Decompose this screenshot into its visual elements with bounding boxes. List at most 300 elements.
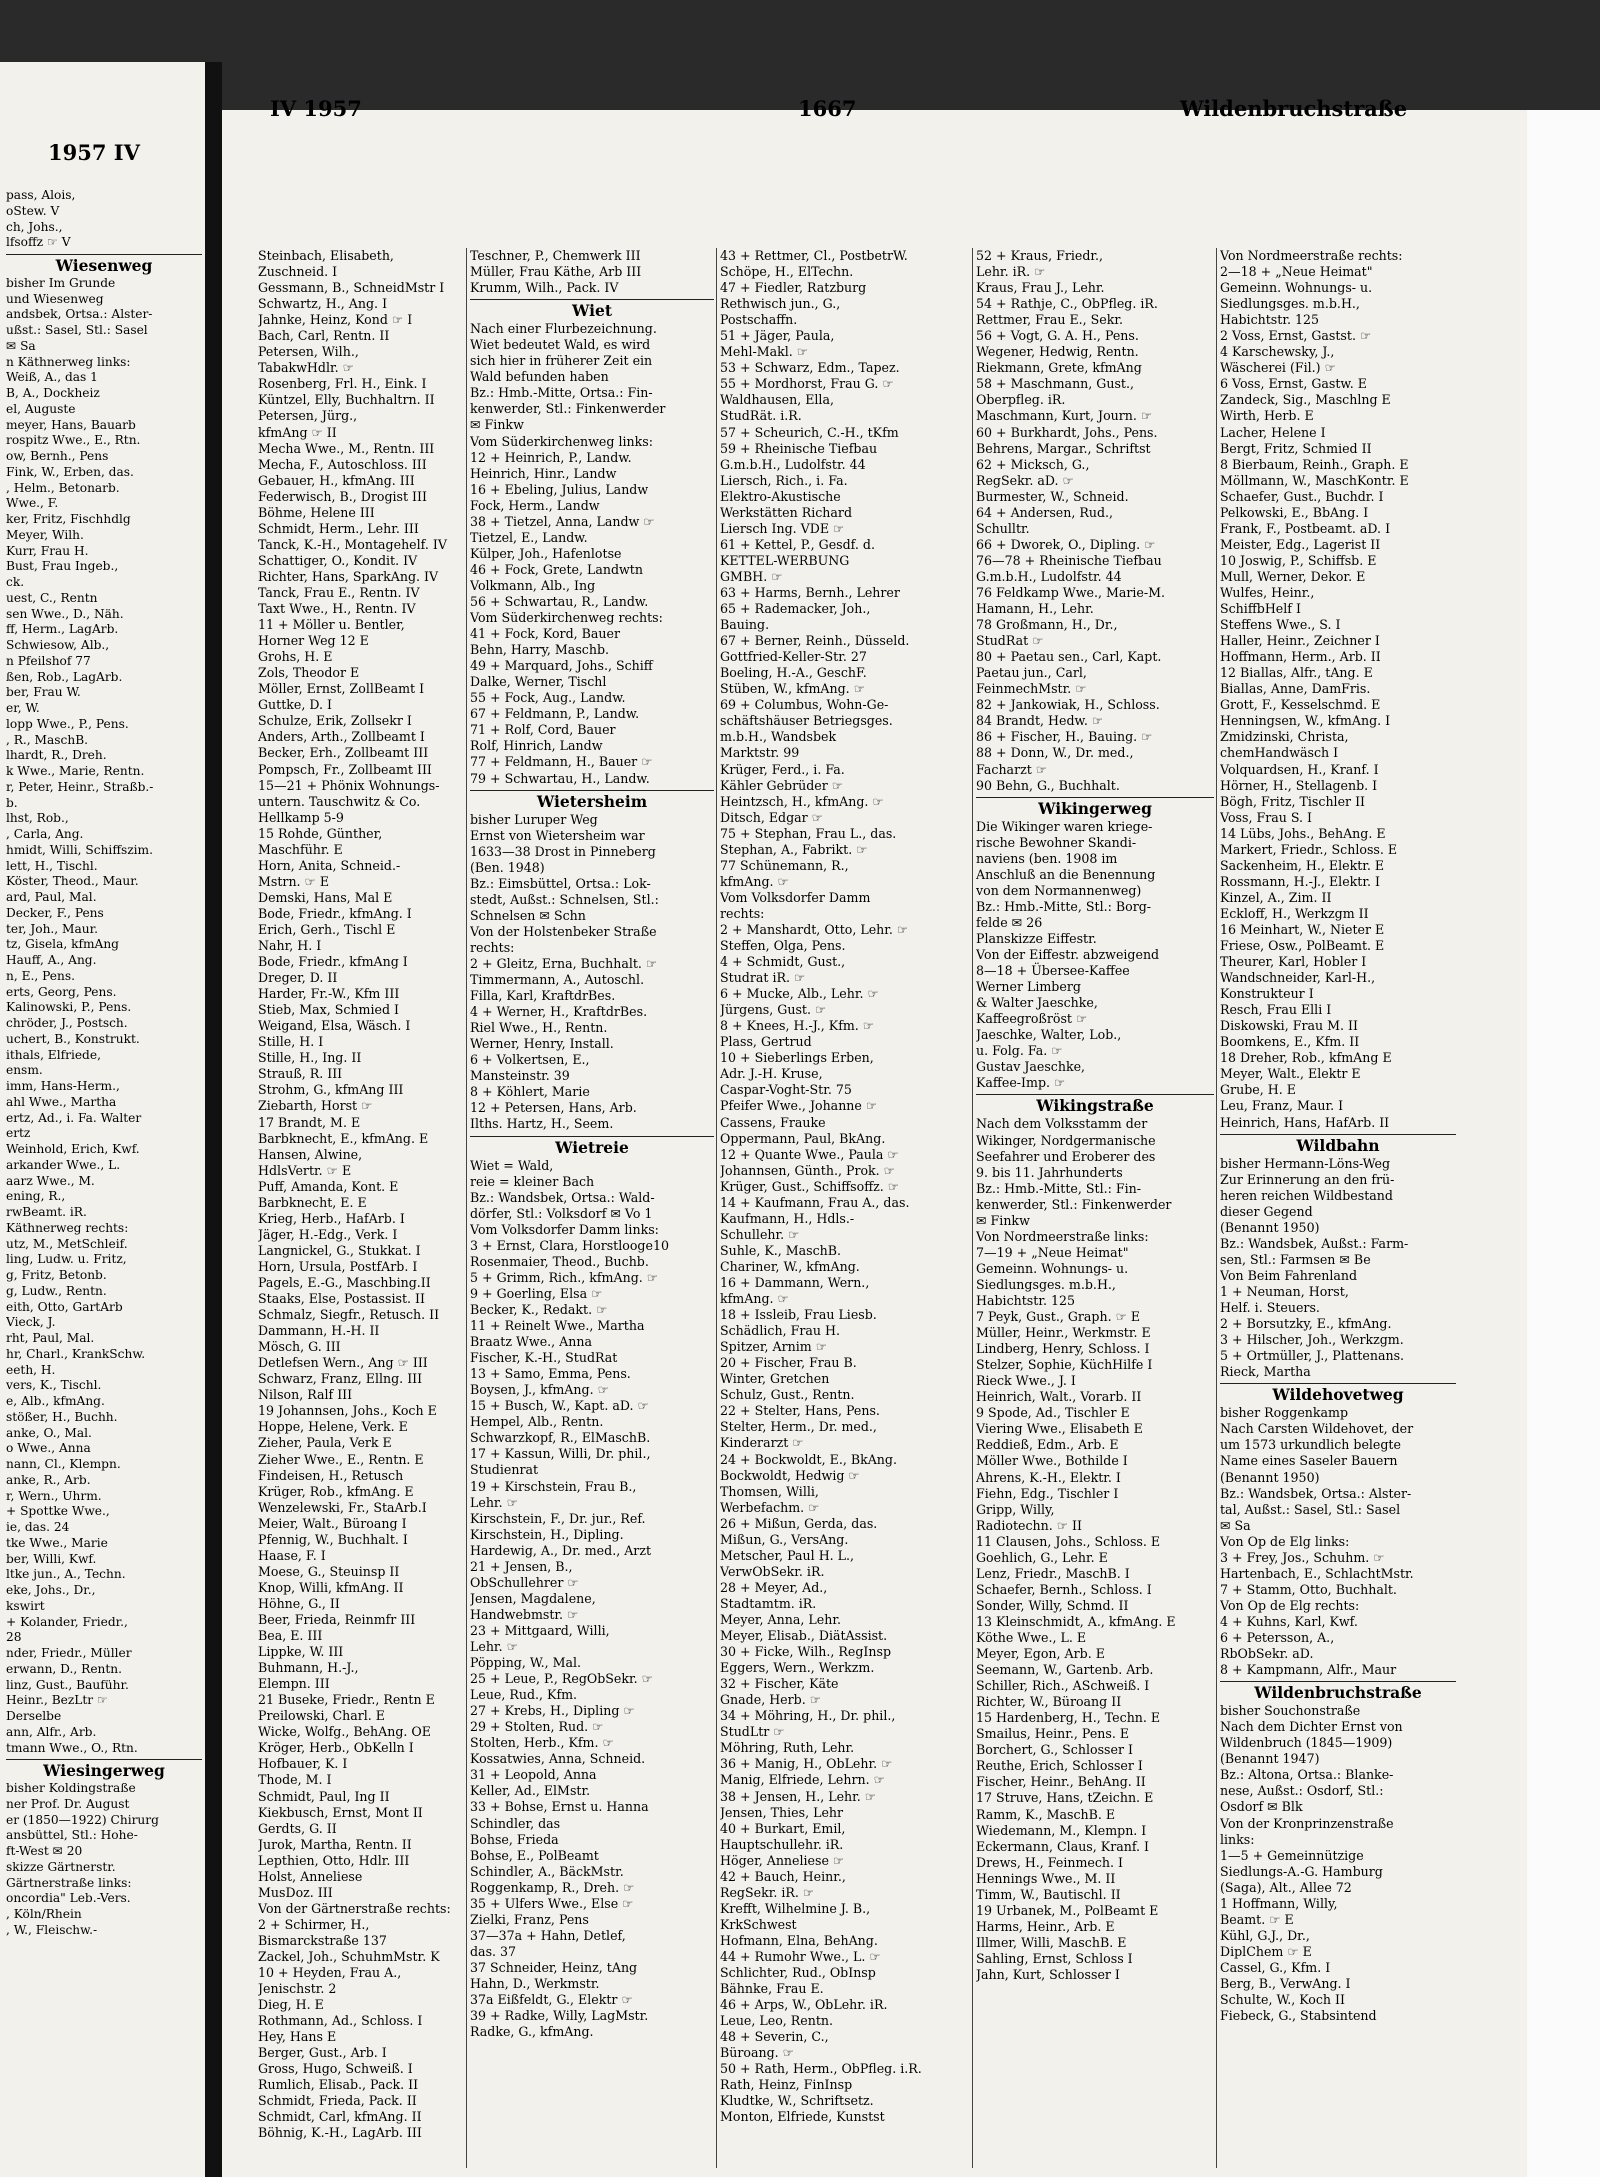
directory-entry: Mösch, G. III — [258, 1339, 341, 1355]
page-edge — [1527, 110, 1600, 2177]
directory-entry: 30 + Ficke, Wilh., RegInsp — [720, 1644, 891, 1660]
directory-entry: Jaeschke, Walter, Lob., — [976, 1027, 1122, 1043]
directory-entry: Hahn, D., Werkmstr. — [470, 1975, 600, 1991]
directory-entry: 8 + Knees, H.-J., Kfm. ☞ — [720, 1018, 875, 1034]
directory-entry: Lippke, W. III — [258, 1644, 344, 1660]
directory-entry: Böhnig, K.-H., LagArb. III — [258, 2125, 422, 2141]
directory-entry: Zuschneid. I — [258, 264, 338, 280]
directory-entry: 7 Peyk, Gust., Graph. ☞ E — [976, 1309, 1141, 1325]
directory-entry: Tanck, Frau E., Rentn. IV — [258, 584, 420, 600]
directory-entry: Postschaffn. — [720, 312, 798, 328]
directory-entry: Schöpe, H., ElTechn. — [720, 264, 854, 280]
directory-entry: 7—19 + „Neue Heimat" — [976, 1244, 1129, 1260]
directory-entry: Kühl, G.J., Dr., — [1220, 1927, 1310, 1943]
directory-entry: Wenzelewski, Fr., StaArb.I — [258, 1499, 427, 1515]
directory-entry: Kinzel, A., Zim. II — [1220, 889, 1332, 905]
directory-entry: Eggers, Wern., Werkzm. — [720, 1660, 875, 1676]
directory-entry: Nahr, H. I — [258, 938, 322, 954]
directory-entry: Fink, W., Erben, das. — [6, 464, 134, 479]
directory-entry: Pöpping, W., Mal. — [470, 1655, 582, 1671]
directory-entry: , Carla, Ang. — [6, 827, 84, 841]
directory-entry: Richter, Hans, SparkAng. IV — [258, 568, 439, 584]
directory-entry: 1 + Neuman, Horst, — [1220, 1284, 1349, 1299]
directory-entry: Radiotechn. ☞ II — [976, 1517, 1082, 1533]
directory-entry: Gärtnerstraße links: — [6, 1875, 132, 1890]
directory-entry: Werner, Henry, Install. — [470, 1036, 614, 1052]
directory-entry: Liersch Ing. VDE ☞ — [720, 520, 845, 536]
directory-entry: Schmidt, Herm., Lehr. III — [258, 520, 419, 536]
directory-entry: Weigand, Elsa, Wäsch. I — [258, 1018, 411, 1034]
directory-entry: 84 Brandt, Hedw. ☞ — [976, 713, 1104, 729]
directory-entry: 18 + Issleib, Frau Liesb. — [720, 1307, 877, 1323]
directory-entry: sen, Stl.: Farmsen ✉ Be — [1220, 1251, 1371, 1267]
directory-entry: Nach Carsten Wildehovet, der — [1220, 1421, 1414, 1437]
directory-entry: 67 + Feldmann, P., Landw. — [470, 706, 640, 722]
directory-entry: 8—18 + Übersee-Kaffee — [976, 963, 1130, 979]
directory-entry: Timmermann, A., Autoschl. — [470, 972, 645, 988]
directory-entry: Berger, Gust., Arb. I — [258, 2045, 387, 2061]
directory-entry: Cassens, Frauke — [720, 1114, 826, 1130]
street-heading: Wiesenweg — [55, 256, 153, 275]
book-gutter — [205, 62, 222, 2177]
directory-entry: Gemeinn. Wohnungs- u. — [976, 1260, 1129, 1276]
directory-entry: Hörner, H., Stellagenb. I — [1220, 777, 1378, 793]
directory-entry: Behrens, Margar., Schriftst — [976, 440, 1151, 456]
directory-entry: Horn, Anita, Schneid.- — [258, 857, 401, 873]
directory-entry: dieser Gegend — [1220, 1203, 1313, 1219]
directory-entry: 48 + Severin, C., — [720, 2029, 829, 2045]
directory-entry: Kähler Gebrüder ☞ — [720, 777, 844, 793]
directory-entry: Werner Limberg — [976, 979, 1081, 995]
directory-entry: Wandschneider, Karl-H., — [1220, 970, 1376, 986]
directory-entry: Kiekbusch, Ernst, Mont II — [258, 1804, 423, 1820]
directory-entry: Habichtstr. 125 — [976, 1293, 1076, 1308]
directory-entry: Gripp, Willy, — [976, 1501, 1055, 1517]
directory-entry: eeth, H. — [6, 1362, 56, 1377]
directory-entry: Kirschstein, F., Dr. jur., Ref. — [470, 1510, 646, 1526]
directory-entry: n Pfeilshof 77 — [6, 653, 91, 668]
directory-entry: reie = kleiner Bach — [470, 1173, 595, 1189]
street-heading: Wietersheim — [536, 791, 648, 811]
directory-entry: Adr. J.-H. Kruse, — [720, 1066, 823, 1082]
directory-entry: Stadtamtm. iR. — [720, 1595, 817, 1611]
directory-entry: 69 + Columbus, Wohn-Ge- — [720, 697, 889, 713]
directory-entry: ✉ Finkw — [470, 417, 524, 433]
directory-entry: (Benannt 1950) — [1220, 1219, 1320, 1235]
directory-entry: 20 + Fischer, Frau B. — [720, 1355, 857, 1371]
directory-entry: Rieck, Martha — [1220, 1364, 1311, 1380]
directory-entry: Hey, Hans E — [258, 2029, 337, 2045]
directory-entry: Wwe., F. — [6, 496, 59, 511]
directory-entry: Vieck, J. — [6, 1315, 56, 1330]
directory-entry: Plass, Gertrud — [720, 1034, 812, 1050]
directory-entry: rische Bewohner Skandi- — [976, 834, 1137, 850]
directory-entry: Ernst von Wietersheim war — [470, 827, 645, 843]
directory-entry: Bz.: Wandsbek, Ortsa.: Wald- — [470, 1189, 655, 1205]
directory-entry: Lepthien, Otto, Hdlr. III — [258, 1852, 410, 1868]
directory-entry: Gottfried-Keller-Str. 27 — [720, 649, 867, 665]
directory-entry: 56 + Schwartau, R., Landw. — [470, 593, 649, 609]
directory-entry: Biallas, Anne, DamFris. — [1220, 681, 1371, 697]
directory-entry: Hempel, Alb., Rentn. — [470, 1414, 604, 1430]
directory-entry: Teschner, P., Chemwerk III — [470, 248, 641, 263]
directory-entry: 46 + Arps, W., ObLehr. iR. — [720, 1997, 888, 2013]
directory-entry: uest, C., Rentn — [6, 590, 98, 605]
directory-entry: 61 + Kettel, P., Gesdf. d. — [720, 536, 875, 552]
directory-entry: Strohm, G., kfmAng III — [258, 1082, 404, 1098]
directory-entry: Riekmann, Grete, kfmAng — [976, 360, 1142, 376]
directory-entry: FeinmechMstr. ☞ — [976, 681, 1087, 697]
directory-entry: 16 + Ebeling, Julius, Landw — [470, 481, 649, 497]
directory-entry: Illmer, Willi, MaschB. E — [976, 1934, 1127, 1950]
directory-entry: untern. Tauschwitz & Co. — [258, 793, 421, 809]
directory-entry: Ditsch, Edgar ☞ — [720, 809, 823, 825]
directory-entry: 11 Clausen, Johs., Schloss. E — [976, 1533, 1161, 1549]
directory-entry: 3 + Frey, Jos., Schuhm. ☞ — [1220, 1549, 1385, 1565]
rule — [1220, 1383, 1456, 1384]
directory-entry: Siedlungsges. m.b.H., — [1220, 296, 1360, 312]
directory-entry: Meyer, Anna, Lehr. — [720, 1611, 841, 1627]
directory-entry: 19 Johannsen, Johs., Koch E — [258, 1403, 437, 1419]
directory-entry: Hardewig, A., Dr. med., Arzt — [470, 1542, 652, 1558]
directory-entry: StudRät. i.R. — [720, 408, 802, 424]
directory-entry: Elempn. III — [258, 1676, 330, 1692]
directory-entry: Suhle, K., MaschB. — [720, 1242, 842, 1258]
directory-entry: 4 Karschewsky, J., — [1220, 344, 1335, 360]
directory-entry: Detlefsen Wern., Ang ☞ III — [258, 1355, 428, 1371]
directory-entry: 18 Dreher, Rob., kfmAng E — [1220, 1050, 1392, 1066]
directory-entry: 32 + Fischer, Käte — [720, 1676, 839, 1692]
directory-entry: Steffens Wwe., S. I — [1220, 617, 1341, 633]
street-heading: Wildbahn — [1296, 1135, 1380, 1155]
directory-entry: Ilths. Hartz, H., Seem. — [470, 1116, 614, 1132]
directory-entry: Haase, F. I — [258, 1547, 326, 1563]
directory-entry: Hofbauer, K. I — [258, 1756, 348, 1772]
directory-entry: Rothmann, Ad., Schloss. I — [258, 2013, 423, 2029]
directory-entry: links: — [1220, 1831, 1255, 1847]
directory-entry: el, Auguste — [6, 401, 76, 416]
directory-entry: Nach dem Volksstamm der — [976, 1116, 1148, 1132]
directory-entry: Schmidt, Paul, Ing II — [258, 1788, 390, 1804]
directory-entry: erwann, D., Rentn. — [6, 1661, 123, 1676]
directory-entry: 3 + Ernst, Clara, Horstlooge10 — [470, 1237, 669, 1253]
directory-entry: Schmidt, Frieda, Pack. II — [258, 2093, 417, 2109]
directory-entry: Boomkens, E., Kfm. II — [1220, 1034, 1360, 1050]
directory-entry: Wiedemann, M., Klempn. I — [976, 1822, 1147, 1838]
left-page-column — [6, 188, 202, 2168]
directory-entry: eith, Otto, GartArb — [6, 1299, 123, 1314]
directory-entry: Elektro-Akustische — [720, 488, 841, 504]
directory-entry: 13 + Samo, Emma, Pens. — [470, 1366, 631, 1382]
directory-entry: 80 + Paetau sen., Carl, Kapt. — [976, 649, 1162, 665]
directory-entry: 14 + Kaufmann, Frau A., das. — [720, 1194, 910, 1210]
directory-entry: tal, Außst.: Sasel, Stl.: Sasel — [1220, 1501, 1401, 1517]
directory-entry: Dalke, Werner, Tischl — [470, 674, 607, 690]
directory-entry: e, Alb., kfmAng. — [6, 1394, 105, 1408]
directory-entry: 17 Struve, Hans, tZeichn. E — [976, 1790, 1154, 1806]
directory-entry: ber, Willi, Kwf. — [6, 1551, 97, 1566]
directory-entry: Rethwisch jun., G., — [720, 296, 841, 312]
directory-entry: 12 + Petersen, Hans, Arb. — [470, 1100, 637, 1116]
directory-entry: Fiehn, Edg., Tischler I — [976, 1485, 1119, 1501]
directory-entry: 9. bis 11. Jahrhunderts — [976, 1164, 1123, 1180]
directory-entry: Vom Volksdorfer Damm links: — [470, 1221, 659, 1237]
directory-entry: Vom Süderkirchenweg links: — [470, 433, 653, 449]
directory-entry: Wildenbruch (1845—1909) — [1220, 1735, 1393, 1751]
directory-entry: Federwisch, B., Drogist III — [258, 488, 427, 504]
directory-entry: 77 Schünemann, R., — [720, 857, 849, 873]
directory-entry: Bohse, Frieda — [470, 1831, 559, 1847]
directory-entry: ening, R., — [6, 1189, 66, 1204]
directory-entry: stedt, Außst.: Schnelsen, Stl.: — [470, 891, 659, 907]
directory-entry: er (1850—1922) Chirurg — [6, 1812, 159, 1827]
directory-entry: Pelkowski, E., BbAng. I — [1220, 504, 1369, 520]
directory-entry: oStew. V — [6, 203, 60, 218]
directory-entry: kfmAng. ☞ — [720, 873, 789, 889]
directory-entry: Wäscherei (Fil.) ☞ — [1220, 360, 1336, 376]
left-running-head: 1957 IV — [48, 140, 140, 165]
directory-entry: Rossmann, H.-J., Elektr. I — [1220, 873, 1380, 889]
directory-entry: Roggenkamp, R., Dreh. ☞ — [470, 1879, 635, 1895]
directory-entry: uchert, B., Konstrukt. — [6, 1031, 140, 1046]
directory-entry: stößer, H., Buchh. — [6, 1409, 118, 1424]
directory-entry: 10 + Sieberlings Erben, — [720, 1050, 874, 1066]
directory-entry: Schindler, das — [470, 1815, 561, 1831]
directory-entry: Zackel, Joh., SchuhmMstr. K — [258, 1948, 440, 1964]
directory-entry: Die Wikinger waren kriege- — [976, 818, 1153, 834]
directory-entry: StudLtr ☞ — [720, 1724, 785, 1740]
directory-entry: 13 Kleinschmidt, A., kfmAng. E — [976, 1613, 1176, 1629]
directory-entry: Findeisen, H., Retusch — [258, 1467, 404, 1483]
directory-entry: felde ✉ 26 — [976, 914, 1043, 930]
rule — [976, 1094, 1214, 1095]
directory-entry: Hellkamp 5-9 — [258, 809, 344, 825]
directory-entry: Bach, Carl, Rentn. II — [258, 328, 390, 344]
directory-entry: ber, Frau W. — [6, 685, 81, 700]
column-rule — [716, 248, 717, 2168]
directory-entry: Kröger, Herb., ObKelln I — [258, 1740, 414, 1756]
directory-entry: Boysen, J., kfmAng. ☞ — [470, 1382, 609, 1398]
directory-entry: Steffen, Olga, Pens. — [720, 938, 846, 954]
directory-entry: Bockwoldt, Hedwig ☞ — [720, 1467, 860, 1483]
directory-entry: Zielki, Franz, Pens — [470, 1911, 589, 1927]
directory-entry: 4 + Schmidt, Gust., — [720, 954, 846, 970]
rule — [470, 1136, 714, 1137]
directory-entry: Moese, G., Steuinsp II — [258, 1563, 400, 1579]
directory-entry: ner Prof. Dr. August — [6, 1796, 130, 1811]
directory-entry: dörfer, Stl.: Volksdorf ✉ Vo 1 — [470, 1205, 653, 1221]
directory-entry: ie, das. 24 — [6, 1520, 70, 1534]
directory-entry: Krumm, Wilh., Pack. IV — [470, 280, 619, 296]
directory-entry: ahl Wwe., Martha — [6, 1094, 117, 1109]
directory-entry: naviens (ben. 1908 im — [976, 850, 1118, 866]
directory-entry: Schulltr. — [976, 520, 1030, 536]
directory-entry: Maschmann, Kurt, Journ. ☞ — [976, 408, 1153, 424]
directory-entry: Kalinowski, P., Pens. — [6, 1000, 132, 1015]
directory-entry: Cassel, G., Kfm. I — [1220, 1959, 1331, 1975]
directory-entry: Studienrat — [470, 1462, 539, 1478]
directory-entry: schäftshäuser Betriegsges. — [720, 713, 893, 729]
directory-entry: 37 Schneider, Heinz, tAng — [470, 1959, 638, 1975]
directory-entry: Radke, G., kfmAng. — [470, 2024, 594, 2040]
directory-entry: 40 + Burkart, Emil, — [720, 1820, 846, 1836]
directory-entry: Bea, E. III — [258, 1628, 323, 1644]
directory-entry: Büroang. ☞ — [720, 2045, 794, 2061]
directory-entry: Käthnerweg rechts: — [6, 1220, 129, 1235]
directory-column-3 — [720, 248, 970, 2168]
directory-entry: Von der Holstenbeker Straße — [470, 923, 657, 939]
directory-entry: ling, Ludw. u. Fritz, — [6, 1252, 127, 1267]
directory-entry: Böhme, Helene III — [258, 504, 375, 520]
directory-entry: das. 37 — [470, 1943, 517, 1959]
directory-entry: 51 + Jäger, Paula, — [720, 328, 835, 344]
directory-entry: StudRat ☞ — [976, 633, 1044, 649]
directory-entry: Wulfes, Heinr., — [1220, 584, 1315, 600]
directory-entry: lhardt, R., Dreh. — [6, 748, 107, 763]
directory-entry: heren reichen Wildbestand — [1220, 1187, 1393, 1203]
street-heading: Wiesingerweg — [43, 1761, 165, 1781]
directory-entry: Helf. i. Steuers. — [1220, 1300, 1320, 1316]
directory-entry: Pagels, E.-G., Maschbing.II — [258, 1275, 431, 1290]
directory-entry: Holst, Anneliese — [258, 1868, 363, 1884]
directory-entry: 28 + Meyer, Ad., — [720, 1579, 828, 1595]
directory-entry: Weinhold, Erich, Kwf. — [6, 1142, 140, 1156]
directory-entry: Siedlungs-A.-G. Hamburg — [1220, 1863, 1383, 1879]
directory-entry: 50 + Rath, Herm., ObPfleg. i.R. — [720, 2061, 922, 2077]
directory-entry: 75 + Stephan, Frau L., das. — [720, 825, 897, 841]
directory-entry: , Helm., Betonarb. — [6, 480, 120, 495]
directory-entry: r, Wern., Uhrm. — [6, 1488, 102, 1503]
directory-entry: Schlichter, Rud., ObInsp — [720, 1965, 876, 1981]
directory-entry: Müller, Frau Käthe, Arb III — [470, 264, 642, 280]
directory-entry: nese, Außst.: Osdorf, Stl.: — [1220, 1783, 1384, 1799]
directory-entry: (Benannt 1947) — [1220, 1751, 1320, 1767]
directory-entry: Beamt. ☞ E — [1220, 1911, 1294, 1927]
directory-entry: Richter, W., Büroang II — [976, 1694, 1122, 1710]
directory-entry: Rettmer, Frau E., Sekr. — [976, 312, 1124, 328]
directory-entry: Paetau jun., Carl, — [976, 665, 1087, 681]
directory-entry: + Spottke Wwe., — [6, 1504, 110, 1519]
directory-entry: 15 + Busch, W., Kapt. aD. ☞ — [470, 1398, 649, 1414]
directory-entry: Friese, Osw., PolBeamt. E — [1220, 938, 1385, 954]
directory-entry: Staaks, Else, Postassist. II — [258, 1291, 425, 1307]
directory-entry: Chariner, W., kfmAng. — [720, 1258, 860, 1274]
directory-entry: Lehr. ☞ — [470, 1494, 518, 1510]
directory-entry: Sonder, Willy, Schmd. II — [976, 1597, 1129, 1613]
directory-entry: Strauß, R. III — [258, 1066, 343, 1082]
directory-entry: lfsoffz ☞ V — [6, 235, 71, 250]
directory-entry: andsbek, Ortsa.: Alster- — [6, 307, 153, 322]
directory-entry: erts, Georg, Pens. — [6, 984, 117, 999]
directory-entry: 42 + Bauch, Heinr., — [720, 1868, 846, 1884]
directory-entry: Schullehr. ☞ — [720, 1226, 800, 1242]
directory-entry: Fischer, K.-H., StudRat — [470, 1350, 618, 1366]
directory-entry: Pfennig, W., Buchhalt. I — [258, 1531, 408, 1547]
directory-entry: r, Peter, Heinr., Straßb.- — [6, 779, 154, 794]
directory-entry: bisher Hermann-Löns-Weg — [1220, 1155, 1391, 1171]
directory-entry: Pfeifer Wwe., Johanne ☞ — [720, 1098, 878, 1114]
directory-entry: 21 + Jensen, B., — [470, 1558, 573, 1574]
directory-entry: Henningsen, W., kfmAng. I — [1220, 713, 1391, 729]
directory-entry: rechts: — [470, 939, 515, 955]
directory-entry: Seefahrer und Eroberer des — [976, 1148, 1156, 1164]
directory-entry: Riel Wwe., H., Rentn. — [470, 1020, 608, 1036]
rule — [1220, 1134, 1456, 1135]
directory-entry: Meier, Walt., Büroang I — [258, 1515, 407, 1531]
directory-entry: Nach einer Flurbezeichnung. — [470, 321, 657, 337]
directory-entry: Dammann, H.-H. II — [258, 1323, 380, 1339]
directory-entry: 55 + Fock, Aug., Landw. — [470, 690, 626, 706]
directory-entry: Möller Wwe., Bothilde I — [976, 1453, 1128, 1469]
directory-entry: Bz.: Hmb.-Mitte, Stl.: Borg- — [976, 898, 1152, 914]
directory-entry: 2 Voss, Ernst, Gastst. ☞ — [1220, 328, 1372, 344]
directory-entry: , Köln/Rhein — [6, 1907, 82, 1921]
directory-entry: Filla, Karl, KraftdrBes. — [470, 988, 616, 1004]
directory-entry: 1 Hoffmann, Willy, — [1220, 1895, 1338, 1911]
directory-entry: Tietzel, E., Landw. — [470, 529, 588, 545]
directory-entry: bisher Roggenkamp — [1220, 1405, 1349, 1421]
directory-entry: Kurr, Frau H. — [6, 543, 89, 558]
directory-entry: Thode, M. I — [258, 1772, 332, 1788]
directory-entry: 25 + Leue, P., RegObSekr. ☞ — [470, 1671, 653, 1687]
directory-entry: 66 + Dworek, O., Dipling. ☞ — [976, 536, 1156, 552]
directory-entry: ltke jun., A., Techn. — [6, 1567, 126, 1582]
directory-entry: Rumlich, Elisab., Pack. II — [258, 2077, 419, 2093]
directory-entry: 7 + Stamm, Otto, Buchhalt. — [1220, 1581, 1397, 1597]
directory-entry: 8 + Köhlert, Marie — [470, 1084, 590, 1100]
directory-entry: Eckermann, Claus, Kranf. I — [976, 1838, 1150, 1854]
directory-entry: Heinrich, Hinr., Landw — [470, 465, 617, 481]
directory-entry: Möller, Ernst, ZollBeamt I — [258, 681, 425, 697]
directory-entry: Monton, Elfriede, Kunstst — [720, 2109, 885, 2125]
directory-entry: 86 + Fischer, H., Bauing. ☞ — [976, 729, 1153, 745]
directory-entry: ker, Fritz, Fischhdlg — [6, 512, 131, 526]
directory-entry: Von der Kronprinzenstraße — [1220, 1815, 1394, 1831]
directory-entry: Möllmann, W., MaschKontr. E — [1220, 472, 1409, 488]
directory-entry: 9 + Goerling, Elsa ☞ — [470, 1285, 603, 1301]
rule — [976, 797, 1214, 798]
directory-entry: 59 + Rheinische Tiefbau — [720, 440, 878, 456]
directory-entry: Zieher, Paula, Verk E — [258, 1435, 392, 1451]
directory-entry: Schmidt, Carl, kfmAng. II — [258, 2109, 422, 2125]
directory-entry: ensm. — [6, 1063, 43, 1078]
directory-entry: RegSekr. aD. ☞ — [976, 472, 1074, 488]
directory-entry: Erich, Gerh., Tischl E — [258, 921, 396, 937]
directory-entry: Hoffmann, Herm., Arb. II — [1220, 649, 1381, 665]
directory-entry: Smailus, Heinr., Pens. E — [976, 1726, 1130, 1742]
directory-entry: g, Ludw., Rentn. — [6, 1283, 107, 1298]
directory-entry: SchiffbHelf I — [1220, 601, 1301, 617]
directory-entry: ßen, Rob., LagArb. — [6, 669, 123, 684]
directory-entry: Gemeinn. Wohnungs- u. — [1220, 280, 1373, 296]
directory-entry: Lindberg, Henry, Schloss. I — [976, 1341, 1150, 1357]
directory-entry: nder, Friedr., Müller — [6, 1646, 132, 1660]
directory-entry: Gerdts, G. II — [258, 1820, 337, 1836]
directory-entry: Wikinger, Nordgermanische — [976, 1132, 1156, 1148]
directory-entry: ✉ Finkw — [976, 1212, 1030, 1228]
directory-entry: Stelzer, Sophie, KüchHilfe I — [976, 1357, 1153, 1373]
directory-entry: skizze Gärtnerstr. — [6, 1859, 116, 1874]
directory-entry: TabakwHdlr. ☞ — [258, 360, 354, 376]
directory-entry: Von der Eiffestr. abzweigend — [976, 947, 1160, 963]
directory-entry: Bode, Friedr., kfmAng. I — [258, 905, 412, 921]
directory-entry: Bz.: Wandsbek, Außst.: Farm- — [1220, 1235, 1409, 1251]
directory-entry: 8 Bierbaum, Reinh., Graph. E — [1220, 456, 1409, 472]
directory-entry: Schnelsen ✉ Schn — [470, 907, 586, 923]
directory-entry: 76—78 + Rheinische Tiefbau — [976, 552, 1162, 568]
directory-entry: Heinrich, Hans, HafArb. II — [1220, 1114, 1390, 1130]
directory-entry: Zieher Wwe., E., Rentn. E — [258, 1451, 424, 1467]
